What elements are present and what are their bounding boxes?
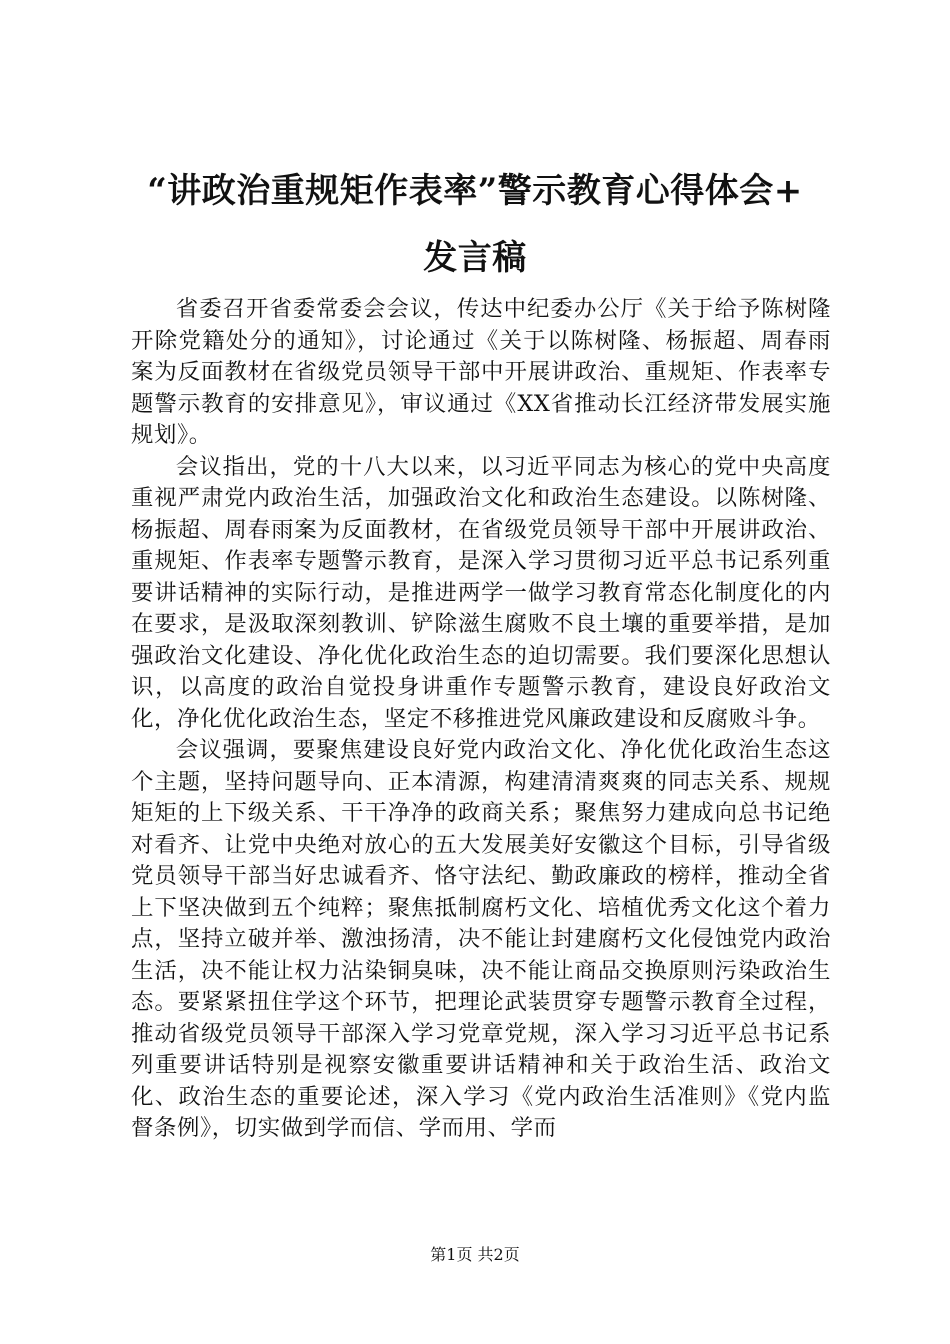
title-line-2: 发言稿 [423, 238, 527, 278]
page-number-footer: 第1页 共2页 [430, 1245, 520, 1264]
document-title [110, 158, 840, 292]
paragraph-2: 会议指出，党的十八大以来，以习近平同志为核心的党中央高度重视严肃党内政治生活，加强政治文化和政治生态建设。以陈树隆、杨振超、周春雨案为反面教材，在省级党员领导干部中开展讲政治、重规矩、作表率专题警示教育，是深入学习贯彻习近平总书记系列重要讲话精神的实际行动，是推进两学一做学习教育常态化制度化的内在要求，是汲取深刻教训、铲除滋生腐败不良土壤的重要举措，是加强政治文化建设、净化优化政治生态的迫切需要。我们要深化思想认识，以高度的政治自觉投身讲重作专题警示教育，建设良好政治文化，净化优化政治生态，坚定不移推进党风廉政建设和反腐败斗争。 [131, 453, 831, 732]
paragraph-1: 省委召开省委常委会会议，传达中纪委办公厅《关于给予陈树隆开除党籍处分的通知》，讨论通过《关于以陈树隆、杨振超、周春雨案为反面教材在省级党员领导干部中开展讲政治、重规矩、作表率专题警示教育的安排意见》，审议通过《XX省推动长江经济带发展实施规划》。 [131, 296, 831, 448]
title-line-1: “讲政治重规矩作表率”警示教育心得体会+ [147, 171, 803, 211]
paragraph-3: 会议强调，要聚焦建设良好党内政治文化、净化优化政治生态这个主题，坚持问题导向、正本清源，构建清清爽爽的同志关系、规规矩矩的上下级关系、干干净净的政商关系；聚焦努力建成向总书记绝对看齐、让党中央绝对放心的五大发展美好安徽这个目标，引导省级党员领导干部当好忠诚看齐、恪守法纪、勤政廉政的榜样，推动全省上下坚决做到五个纯粹；聚焦抵制腐朽文化、培植优秀文化这个着力点，坚持立破并举、激浊扬清，决不能让封建腐朽文化侵蚀党内政治生活，决不能让权力沾染铜臭味，决不能让商品交换原则污染政治生态。要紧紧扭住学这个环节，把理论武装贯穿专题警示教育全过程，推动省级党员领导干部深入学习党章党规，深入学习习近平总书记系列重要讲话特别是视察安徽重要讲话精神和关于政治生活、政治文化、政治生态的重要论述，深入学习《党内政治生活准则》《党内监督条例》，切实做到学而信、学而用、学而 [131, 737, 831, 1141]
document-body [131, 294, 831, 1145]
